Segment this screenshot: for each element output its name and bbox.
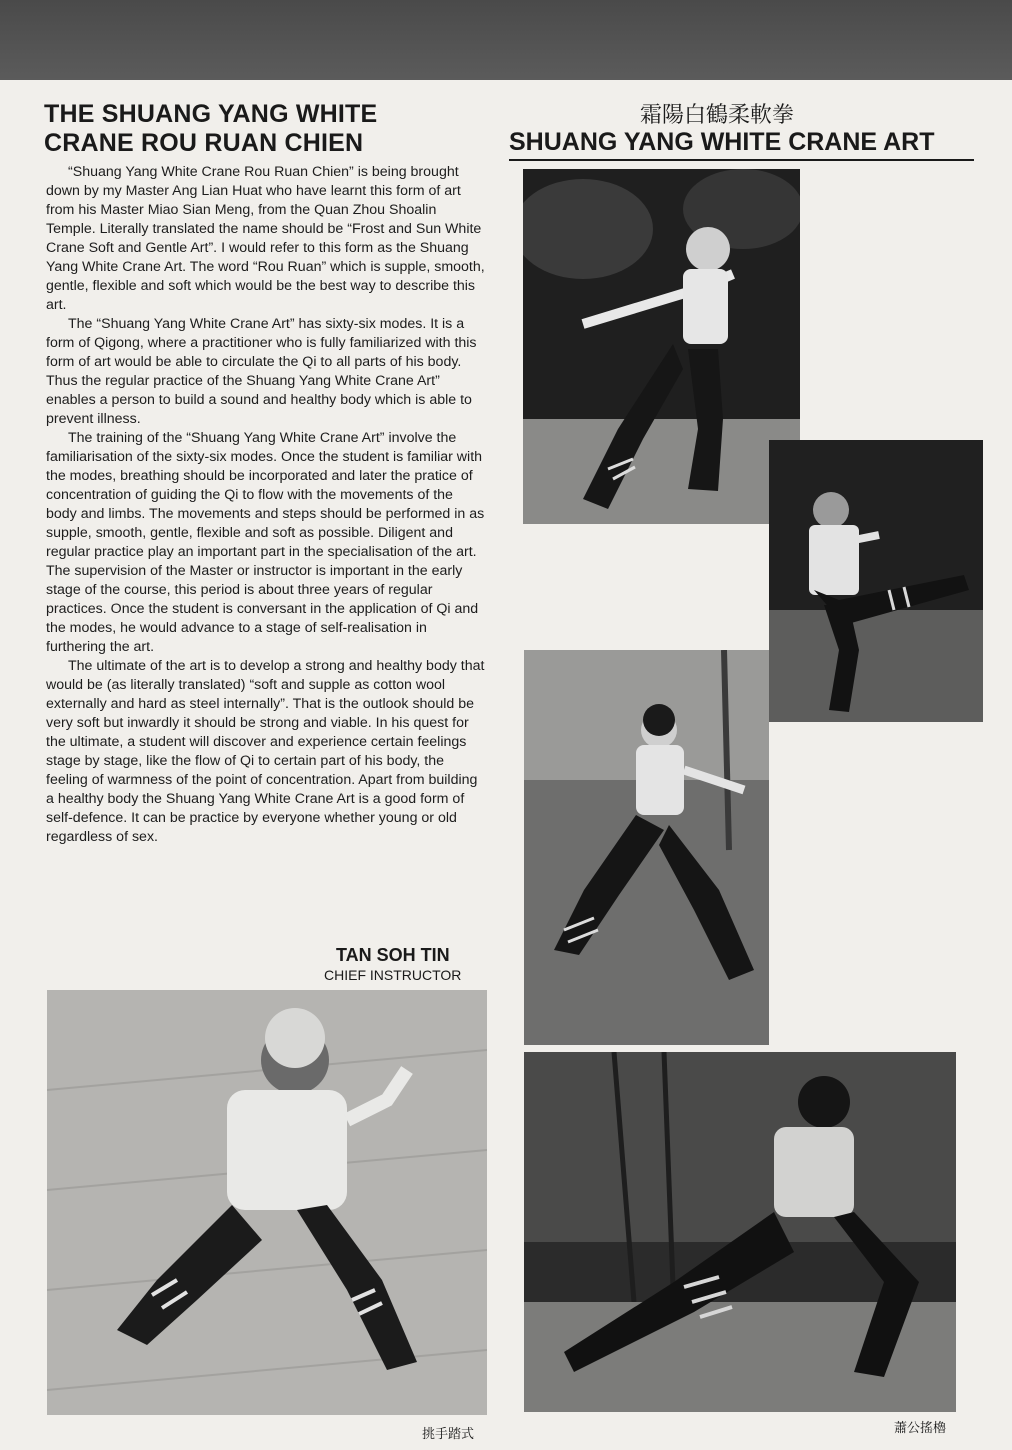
photo-master-stance — [47, 990, 487, 1415]
right-article-title: SHUANG YANG WHITE CRANE ART — [509, 128, 974, 161]
article-paragraph: The training of the “Shuang Yang White Crane Art” involve the familiarisation of the sixty-six modes. Once the student is familiar with the modes, breathing should be incorporated and later the pratice of concentration of guiding the Qi to flow with the movements of the body and limbs. The movements and steps should be performed in as supple, smooth, gentle, flexible and soft as possible. Diligent and regular practice play an important part in the specialisation of the art. The supervision of the Master or instructor is important in the early stage of the course, this period is about three years of regular practices. Once the student is conversant in the application of Qi and the modes, he would advance to a stage of self-realisation in furthering the art. — [46, 430, 485, 655]
photo-kick — [769, 440, 983, 722]
author-title: CHIEF INSTRUCTOR — [324, 967, 462, 983]
photo-deep-lunge — [524, 1052, 956, 1412]
article-paragraph: The ultimate of the art is to develop a strong and healthy body that would be (as literally translated) “soft and supple as cotton wool externally and hard as steel internally”. That is the outlook should be very soft but inwardly it should be strong and viable. In his quest for the ultimate, a student will discover and experience certain feelings stage by stage, like the flow of Qi to certain part of his body, the feeling of warmness of the point of concentration. Apart from building a healthy body the Shuang Yang White Crane Art is a good form of self-defence. It can be practice by everyone whether young or old regardless of sex. — [46, 658, 485, 845]
article-body — [46, 163, 486, 847]
chinese-title: 霜陽白鶴柔軟拳 — [640, 103, 795, 128]
left-title-line-2: CRANE ROU RUAN CHIEN — [44, 129, 364, 157]
author-name: TAN SOH TIN — [336, 945, 450, 965]
caption-bottom-right: 蕭公搖櫓 — [894, 1421, 947, 1436]
photo-low-stance — [524, 650, 769, 1045]
left-article-title — [44, 100, 484, 158]
caption-bottom-left: 挑手踏式 — [422, 1427, 475, 1442]
left-title-line-1: THE SHUANG YANG WHITE — [44, 100, 378, 128]
top-gray-band — [0, 0, 1012, 80]
article-paragraph: The “Shuang Yang White Crane Art” has sixty-six modes. It is a form of Qigong, where a practitioner who is fully familiarized with this form of art would be able to circulate the Qi to all parts of his body. Thus the regular practice of the Shuang Yang White Crane Art” enables a person to build a sound and healthy body which is able to prevent illness. — [46, 316, 477, 427]
photo-arms-spread — [523, 169, 800, 524]
article-paragraph: “Shuang Yang White Crane Rou Ruan Chien” is being brought down by my Master Ang Lian Huat who have learnt this form of art from his Master Miao Sian Meng, from the Quan Zhou Shoalin Temple. Literally translated the name should be “Frost and Sun White Crane Soft and Gentle Art”. I would refer to this form as the Shuang Yang White Crane Art. The word “Rou Ruan” which is supple, smooth, gentle, flexible and soft which would be the best way to describe this art. — [46, 164, 485, 313]
